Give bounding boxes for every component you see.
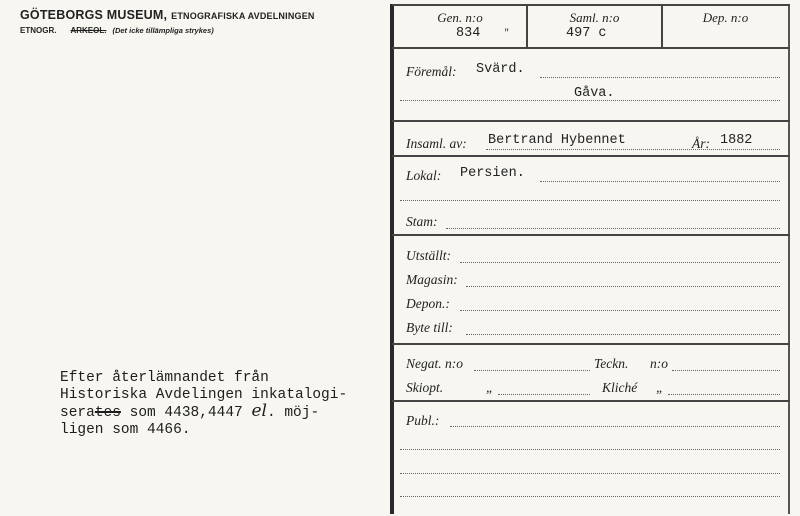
foremal-value-2: Gåva. xyxy=(574,86,615,101)
publ-label: Publ.: xyxy=(406,413,440,428)
insaml-label: Insaml. av: xyxy=(406,136,467,151)
magasin-label: Magasin: xyxy=(406,272,458,287)
ar-label: År: xyxy=(692,136,710,151)
skiopt-mark: „ xyxy=(486,380,494,395)
gen-number-mark: " xyxy=(504,28,510,38)
publ-dotline-4 xyxy=(400,496,780,497)
etnogr-label: ETNOGR. xyxy=(20,26,57,35)
magasin-dotline xyxy=(466,286,780,287)
note-handwritten: el xyxy=(251,401,267,421)
byte-dotline xyxy=(466,334,780,335)
ar-value: 1882 xyxy=(720,133,753,148)
depon-label: Depon.: xyxy=(406,296,450,311)
storage-bottom xyxy=(392,343,790,345)
number-row-bottom xyxy=(392,47,790,49)
teckn-no-label: n:o xyxy=(650,356,668,371)
saml-number-label: Saml. n:o xyxy=(569,10,620,25)
dep-number-label: Dep. n:o xyxy=(702,10,749,25)
negat-label: Negat. n:o xyxy=(406,356,463,371)
lokal-value: Persien. xyxy=(460,166,525,181)
lokal-dotline-1 xyxy=(540,181,780,182)
insaml-dotline xyxy=(486,149,780,150)
byte-label: Byte till: xyxy=(406,320,453,335)
utstallt-label: Utställt: xyxy=(406,248,452,263)
strike-note: (Det icke tillämpliga strykes) xyxy=(112,26,214,35)
museum-name: GÖTEBORGS MUSEUM, xyxy=(20,8,168,22)
publ-dotline-1 xyxy=(450,426,780,427)
stam-bottom xyxy=(392,234,790,236)
note-struck-text: tes xyxy=(94,405,121,421)
foremal-label: Föremål: xyxy=(406,64,457,79)
lokal-dotline-2 xyxy=(400,200,780,201)
kliche-dotline xyxy=(668,394,780,395)
foremal-value: Svärd. xyxy=(476,62,525,77)
note-line-1: Efter återlämnandet från xyxy=(60,370,269,386)
stam-dotline xyxy=(446,228,780,229)
media-bottom xyxy=(392,400,790,402)
museum-header xyxy=(20,8,315,22)
kliche-mark: „ xyxy=(656,380,664,395)
skiopt-dotline xyxy=(498,394,590,395)
teckn-dotline xyxy=(672,370,780,371)
saml-number-value: 497 c xyxy=(566,26,607,41)
arkeol-label: ARKEOL. xyxy=(70,26,107,35)
negat-dotline xyxy=(474,370,590,371)
utstallt-dotline xyxy=(460,262,780,263)
publ-dotline-3 xyxy=(400,473,780,474)
foremal-bottom xyxy=(392,120,790,122)
category-line xyxy=(20,26,214,35)
note-line-2: Historiska Avdelingen inkatalogi- xyxy=(60,386,348,403)
insaml-bottom xyxy=(392,155,790,157)
note-line-3a: sera xyxy=(60,405,95,421)
stam-label: Stam: xyxy=(406,214,438,229)
gen-number-value: 834 xyxy=(456,26,481,41)
card-left-border xyxy=(390,4,394,514)
skiopt-label: Skiopt. xyxy=(406,380,444,395)
note-line-3b: som 4438,4447 xyxy=(120,405,252,421)
note-line-4: ligen som 4466. xyxy=(60,421,191,438)
note-line-3c: . möj- xyxy=(266,405,320,421)
department-name: ETNOGRAFISKA AVDELNINGEN xyxy=(171,11,315,21)
card-right-border xyxy=(788,4,790,514)
card-top-border xyxy=(392,4,790,6)
gen-number-label: Gen. n:o xyxy=(437,10,483,25)
publ-dotline-2 xyxy=(400,449,780,450)
kliche-label: Kliché xyxy=(602,380,638,395)
foremal-dotline-1 xyxy=(540,77,780,78)
lokal-label: Lokal: xyxy=(406,168,442,183)
foremal-dotline-2 xyxy=(400,100,780,101)
insaml-value: Bertrand Hybennet xyxy=(488,133,626,148)
teckn-label: Teckn. xyxy=(594,356,629,371)
depon-dotline xyxy=(460,310,780,311)
catalog-note xyxy=(60,370,347,438)
